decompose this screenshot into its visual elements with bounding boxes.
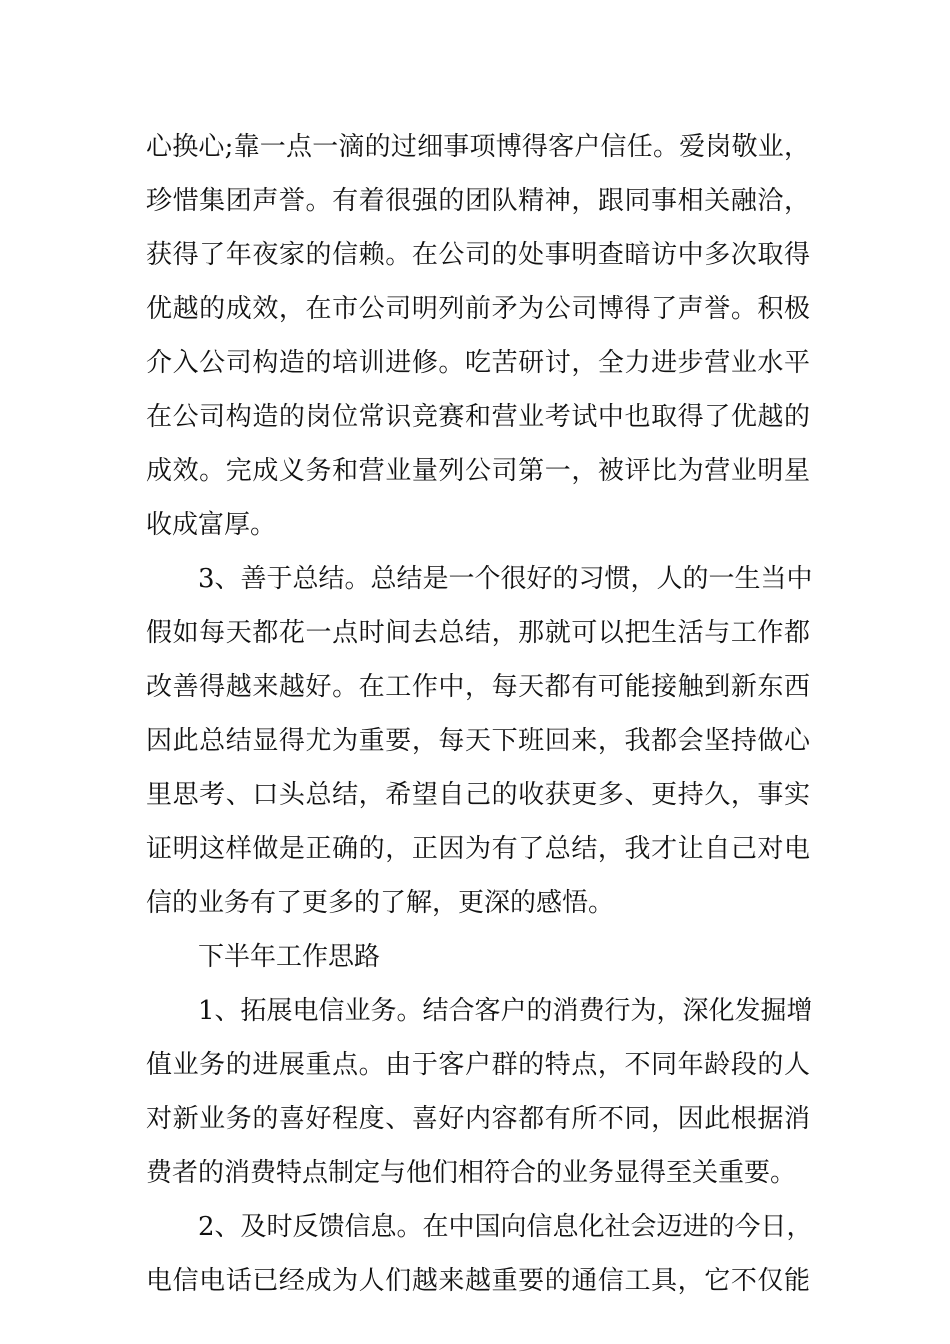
paragraph-expand-business [146, 984, 813, 1200]
text-line: 3、善于总结。总结是一个很好的习惯，人的一生当中 [198, 564, 813, 594]
paragraph-summary [146, 552, 813, 930]
text-line: 因此总结显得尤为重要，每天下班回来，我都会坚持做心 [146, 726, 810, 756]
text-line: 电信电话已经成为人们越来越重要的通信工具，它不仅能 [146, 1266, 810, 1296]
text-line: 证明这样做是正确的，正因为有了总结，我才让自己对电 [146, 834, 810, 864]
section-heading [146, 930, 810, 984]
text-line: 介入公司构造的培训进修。吃苦研讨，全力进步营业水平 [146, 348, 810, 378]
text-line: 获得了年夜家的信赖。在公司的处事明查暗访中多次取得 [146, 240, 810, 270]
document-body [146, 120, 813, 1308]
text-line: 2、及时反馈信息。在中国向信息化社会迈进的今日， [198, 1212, 813, 1242]
text-line: 对新业务的喜好程度、喜好内容都有所不同，因此根据消 [146, 1104, 810, 1134]
text-line: 心换心;靠一点一滴的过细事项博得客户信任。爱岗敬业， [146, 132, 810, 162]
text-line: 在公司构造的岗位常识竞赛和营业考试中也取得了优越的 [146, 402, 810, 432]
text-line: 值业务的进展重点。由于客户群的特点，不同年龄段的人 [146, 1050, 810, 1080]
text-line: 珍惜集团声誉。有着很强的团队精神，跟同事相关融洽， [146, 186, 810, 216]
text-line: 收成富厚。 [146, 510, 277, 540]
text-line: 改善得越来越好。在工作中，每天都有可能接触到新东西 [146, 672, 810, 702]
text-line: 里思考、口头总结，希望自己的收获更多、更持久，事实 [146, 780, 810, 810]
text-line: 优越的成效，在市公司明列前矛为公司博得了声誉。积极 [146, 294, 810, 324]
text-line: 1、拓展电信业务。结合客户的消费行为，深化发掘增 [198, 996, 813, 1026]
text-line: 费者的消费特点制定与他们相符合的业务显得至关重要。 [146, 1158, 797, 1188]
paragraph-continuation [146, 120, 810, 552]
text-line: 信的业务有了更多的了解，更深的感悟。 [146, 888, 615, 918]
section-heading-text: 下半年工作思路 [198, 942, 381, 972]
paragraph-feedback [146, 1200, 813, 1308]
text-line: 假如每天都花一点时间去总结，那就可以把生活与工作都 [146, 618, 810, 648]
text-line: 成效。完成义务和营业量列公司第一，被评比为营业明星 [146, 456, 810, 486]
